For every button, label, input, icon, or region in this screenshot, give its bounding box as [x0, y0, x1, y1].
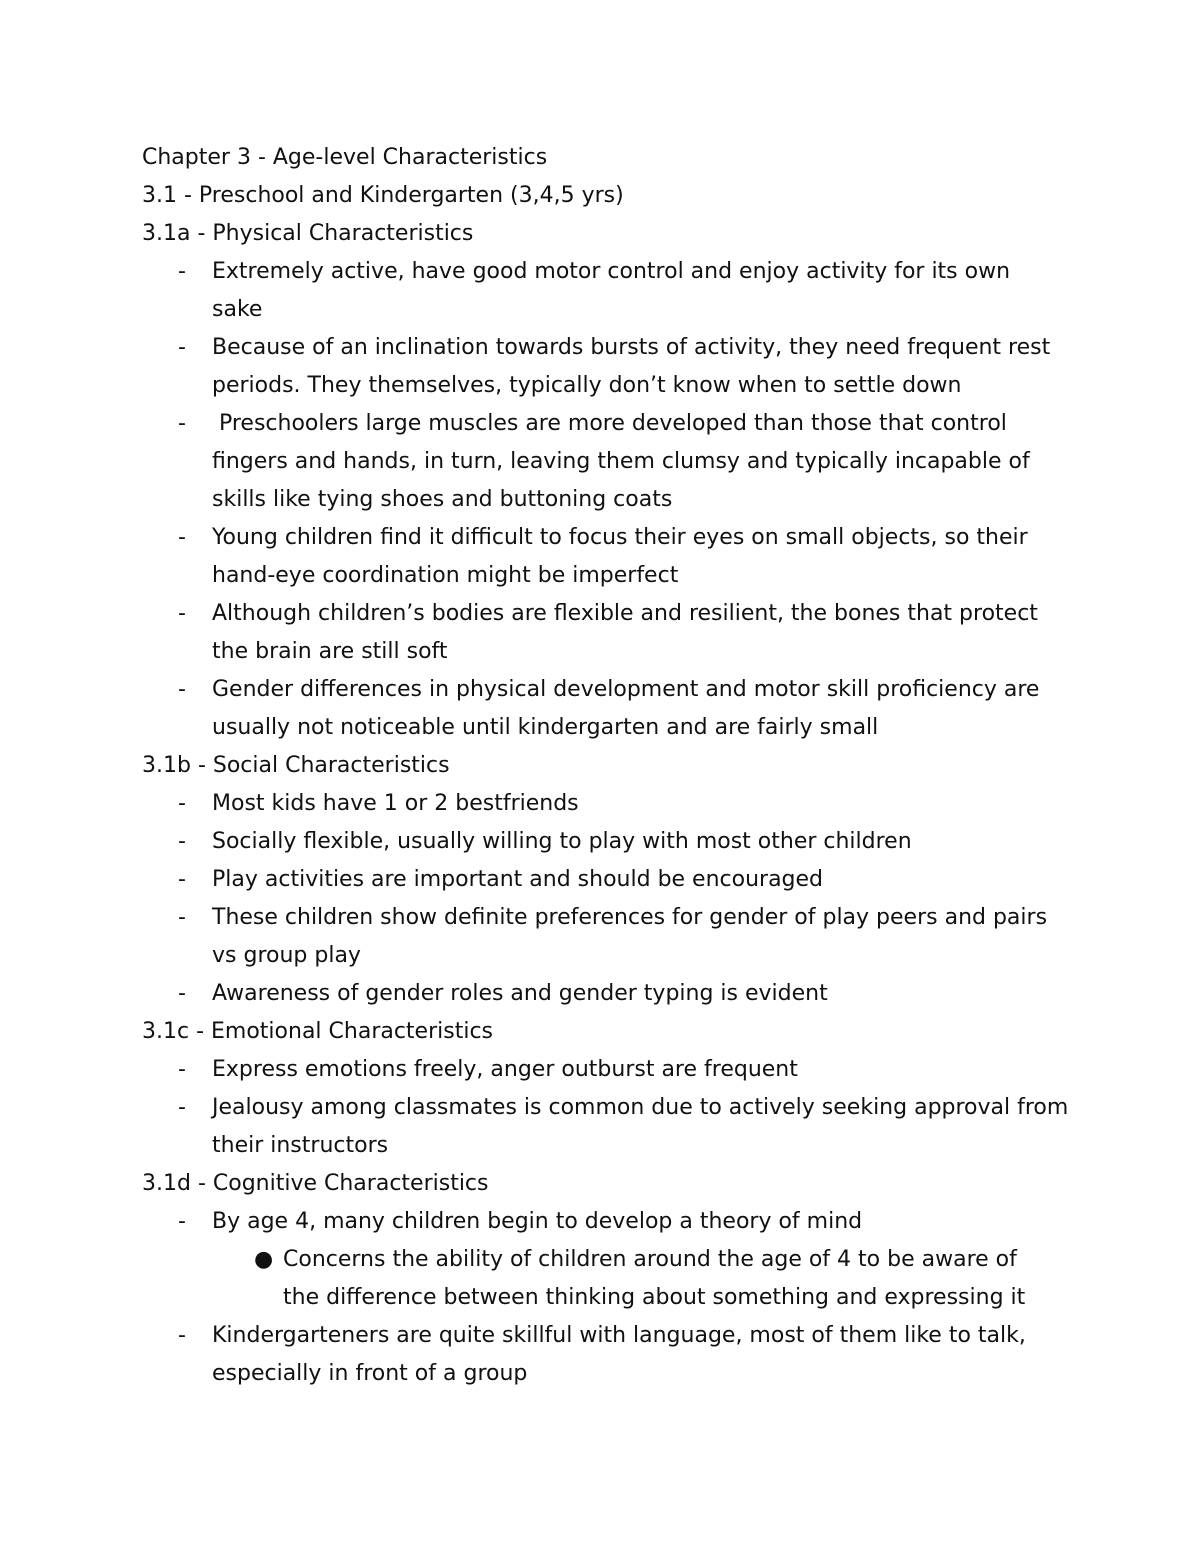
- item-line: Kindergarteners are quite skillful with language, most of them like to talk,: [212, 1323, 1026, 1348]
- item-line: Because of an inclination towards bursts of activity, they need frequent rest: [212, 335, 1051, 360]
- subitem-line: Concerns the ability of children around the age of 4 to be aware of: [283, 1247, 1017, 1272]
- item-line: Young children find it difficult to focus their eyes on small objects, so their: [212, 525, 1028, 550]
- document-body: [142, 139, 1082, 1393]
- item-line: These children show definite preferences for gender of play peers and pairs: [212, 905, 1048, 930]
- physical-item-2: [142, 329, 1082, 405]
- item-line: Preschoolers large muscles are more developed than those that control: [212, 411, 1007, 436]
- item-line: usually not noticeable until kindergarten and are fairly small: [212, 715, 879, 740]
- item-line: By age 4, many children begin to develop a theory of mind: [212, 1209, 863, 1234]
- dash-marker: -: [178, 867, 186, 892]
- physical-item-5: [142, 595, 1082, 671]
- dash-marker: -: [178, 905, 186, 930]
- item-line: especially in front of a group: [212, 1361, 528, 1386]
- physical-heading: 3.1a - Physical Characteristics: [142, 221, 474, 246]
- item-line: skills like tying shoes and buttoning coats: [212, 487, 673, 512]
- item-line: Most kids have 1 or 2 bestfriends: [212, 791, 579, 816]
- social-item-2: [142, 823, 1082, 861]
- item-line: Jealousy among classmates is common due to actively seeking approval from: [212, 1095, 1069, 1120]
- item-line: fingers and hands, in turn, leaving them clumsy and typically incapable of: [212, 449, 1030, 474]
- cognitive-item-1: [142, 1203, 1082, 1241]
- item-line: Although children’s bodies are flexible and resilient, the bones that protect: [212, 601, 1038, 626]
- item-line: Extremely active, have good motor control and enjoy activity for its own: [212, 259, 1011, 284]
- dash-marker: -: [178, 525, 186, 550]
- item-line: Gender differences in physical development and motor skill proficiency are: [212, 677, 1040, 702]
- item-line: their instructors: [212, 1133, 389, 1158]
- item-line: Play activities are important and should be encouraged: [212, 867, 824, 892]
- dash-marker: -: [178, 335, 186, 360]
- social-heading: 3.1b - Social Characteristics: [142, 753, 450, 778]
- social-item-1: [142, 785, 1082, 823]
- dash-marker: -: [178, 981, 186, 1006]
- dash-marker: -: [178, 677, 186, 702]
- dash-marker: -: [178, 601, 186, 626]
- item-line: periods. They themselves, typically don’t know when to settle down: [212, 373, 962, 398]
- dash-marker: -: [178, 411, 186, 436]
- item-line: the brain are still soft: [212, 639, 448, 664]
- item-line: hand-eye coordination might be imperfect: [212, 563, 679, 588]
- bullet-marker: ●: [254, 1247, 274, 1272]
- subitem-line: the difference between thinking about something and expressing it: [283, 1285, 1026, 1310]
- section-heading: 3.1 - Preschool and Kindergarten (3,4,5 yrs): [142, 183, 624, 208]
- emotional-item-2: [142, 1089, 1082, 1165]
- item-line: Socially flexible, usually willing to play with most other children: [212, 829, 912, 854]
- emotional-heading: 3.1c - Emotional Characteristics: [142, 1019, 494, 1044]
- physical-item-3: [142, 405, 1082, 519]
- dash-marker: -: [178, 1323, 186, 1348]
- dash-marker: -: [178, 829, 186, 854]
- physical-item-1: [142, 253, 1082, 329]
- dash-marker: -: [178, 1057, 186, 1082]
- dash-marker: -: [178, 1095, 186, 1120]
- cognitive-item-2: [142, 1317, 1082, 1393]
- item-line: Express emotions freely, anger outburst are frequent: [212, 1057, 798, 1082]
- social-item-5: [142, 975, 1082, 1013]
- item-line: Awareness of gender roles and gender typing is evident: [212, 981, 828, 1006]
- dash-marker: -: [178, 791, 186, 816]
- physical-item-4: [142, 519, 1082, 595]
- cognitive-subitem-1: [142, 1241, 1082, 1317]
- dash-marker: -: [178, 1209, 186, 1234]
- emotional-item-1: [142, 1051, 1082, 1089]
- dash-marker: -: [178, 259, 186, 284]
- social-item-4: [142, 899, 1082, 975]
- item-line: vs group play: [212, 943, 361, 968]
- physical-item-6: [142, 671, 1082, 747]
- item-line: sake: [212, 297, 263, 322]
- chapter-title: Chapter 3 - Age-level Characteristics: [142, 145, 548, 170]
- social-item-3: [142, 861, 1082, 899]
- cognitive-heading: 3.1d - Cognitive Characteristics: [142, 1171, 489, 1196]
